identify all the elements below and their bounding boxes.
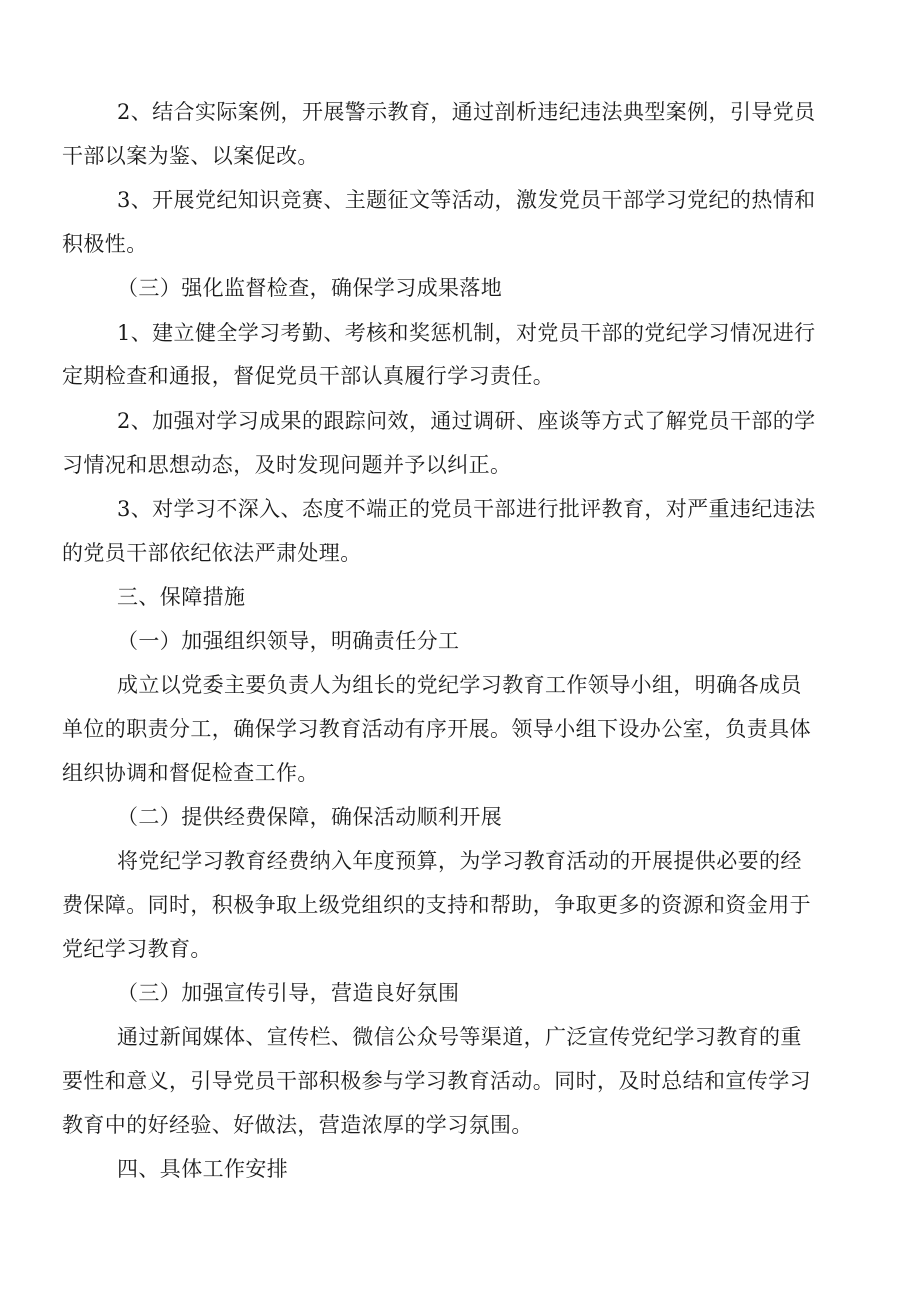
text-line: 费保障。同时，积极争取上级党组织的支持和帮助，争取更多的资源和资金用于 [62,893,811,917]
text-line: 3、开展党纪知识竞赛、主题征文等活动，激发党员干部学习党纪的热情和 [117,188,816,212]
text-line: 的党员干部依纪依法严肃处理。 [62,541,362,565]
chapter-heading: 四、具体工作安排 [117,1157,289,1181]
text-line: 2、加强对学习成果的跟踪问效，通过调研、座谈等方式了解党员干部的学 [117,409,816,433]
text-line: 积极性。 [62,232,148,256]
text-line: 干部以案为鉴、以案促改。 [62,144,319,168]
text-line: 单位的职责分工，确保学习教育活动有序开展。领导小组下设办公室，负责具体 [62,717,811,741]
text-line: 通过新闻媒体、宣传栏、微信公众号等渠道，广泛宣传党纪学习教育的重 [117,1025,802,1049]
text-line: 教育中的好经验、好做法，营造浓厚的学习氛围。 [62,1113,533,1137]
text-line: 定期检查和通报，督促党员干部认真履行学习责任。 [62,364,555,388]
text-line: 组织协调和督促检查工作。 [62,761,319,785]
text-line: 将党纪学习教育经费纳入年度预算，为学习教育活动的开展提供必要的经 [117,849,802,873]
text-line: 3、对学习不深入、态度不端正的党员干部进行批评教育，对严重违纪违法 [117,497,816,521]
section-heading: （一）加强组织领导，明确责任分工 [117,629,460,653]
text-line: 要性和意义，引导党员干部积极参与学习教育活动。同时，及时总结和宣传学习 [62,1069,811,1093]
section-heading: （二）提供经费保障，确保活动顺利开展 [117,805,503,829]
text-line: 成立以党委主要负责人为组长的党纪学习教育工作领导小组，明确各成员 [117,673,802,697]
text-line: 习情况和思想动态，及时发现问题并予以纠正。 [62,453,512,477]
section-heading: （三）加强宣传引导，营造良好氛围 [117,981,460,1005]
chapter-heading: 三、保障措施 [117,585,246,609]
text-line: 党纪学习教育。 [62,937,212,961]
section-heading: （三）强化监督检查，确保学习成果落地 [117,276,503,300]
text-line: 2、结合实际案例，开展警示教育，通过剖析违纪违法典型案例，引导党员 [117,100,816,124]
text-line: 1、建立健全学习考勤、考核和奖惩机制，对党员干部的党纪学习情况进行 [117,321,816,345]
